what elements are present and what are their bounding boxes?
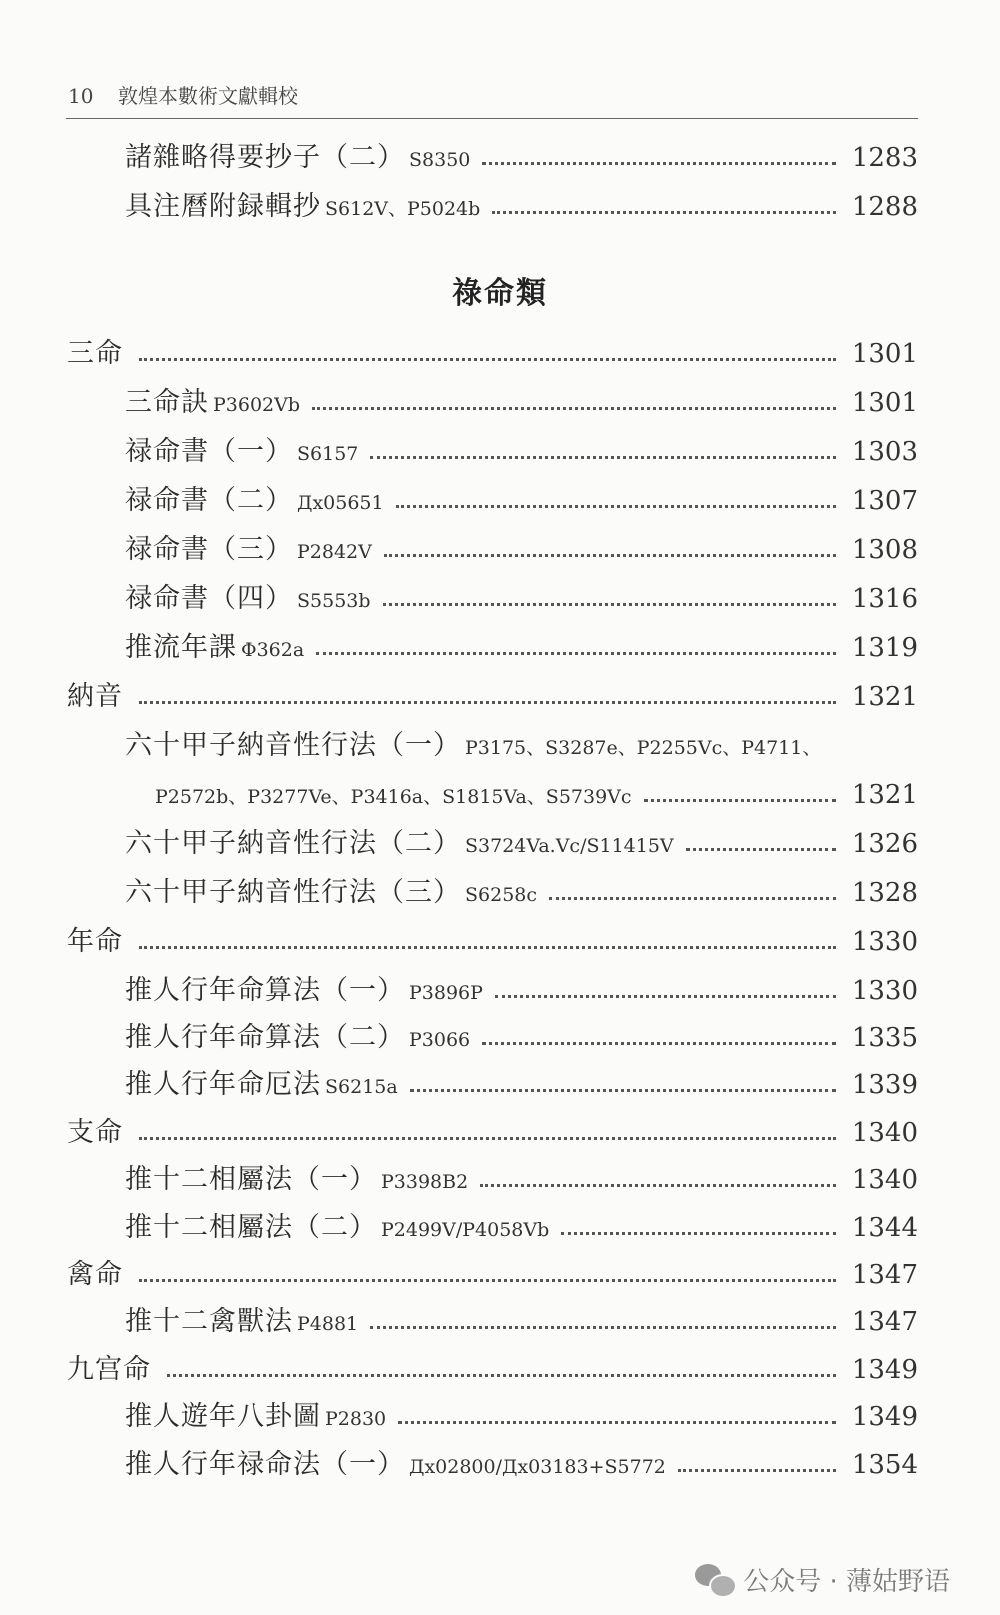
toc-page-number: 1319 — [851, 633, 918, 663]
toc-category-row — [67, 1255, 918, 1295]
toc-page-number: 1301 — [851, 388, 918, 418]
dot-leader — [312, 405, 836, 410]
page-number: 10 — [68, 84, 94, 108]
watermark — [695, 1557, 950, 1601]
toc-manuscript-ids: S6258c — [465, 884, 538, 906]
toc-page-number: 1330 — [851, 927, 918, 957]
toc-page-number: 1321 — [851, 682, 918, 712]
toc-entry-title: 禄命書（一） — [125, 436, 293, 467]
toc-entry-row — [125, 971, 918, 1011]
toc-entry-row — [125, 1160, 918, 1200]
toc-entry-title: 具注曆附録輯抄 — [125, 191, 321, 222]
toc-entry-title: 支命 — [67, 1117, 123, 1148]
toc-page-number: 1321 — [851, 780, 918, 810]
toc-manuscript-ids: S8350 — [409, 149, 471, 171]
toc-manuscript-ids: P3398B2 — [381, 1171, 469, 1193]
toc-entry-row — [125, 873, 918, 913]
dot-leader — [370, 1324, 836, 1329]
toc-entry-row — [125, 481, 918, 521]
toc-page-number: 1349 — [851, 1402, 918, 1432]
toc-page-number: 1307 — [851, 486, 918, 516]
toc-manuscript-ids: P4881 — [297, 1313, 359, 1335]
dot-leader — [384, 552, 836, 557]
dot-leader — [482, 1040, 836, 1045]
dot-leader — [549, 895, 836, 900]
toc-entry-row — [125, 1445, 918, 1485]
dot-leader — [398, 1419, 836, 1424]
toc-entry-title: 納音 — [67, 681, 123, 712]
toc-manuscript-ids: Дх05651 — [297, 492, 384, 514]
toc-entry-title: 六十甲子納音性行法（二） — [125, 828, 461, 859]
dot-leader — [139, 699, 836, 704]
toc-entry-row — [125, 138, 918, 178]
toc-entry-title: 禄命書（三） — [125, 534, 293, 565]
toc-page-number: 1316 — [851, 584, 918, 614]
toc-entry-title: 推十二相屬法（二） — [125, 1212, 377, 1243]
toc-entry-title: 六十甲子納音性行法（一） — [125, 730, 461, 761]
dot-leader — [492, 209, 836, 214]
toc-entry-row — [125, 1018, 918, 1058]
toc-page-number: 1326 — [851, 829, 918, 859]
toc-entry-row — [125, 824, 918, 864]
toc-page-number: 1344 — [851, 1213, 918, 1243]
toc-page-number: 1354 — [851, 1450, 918, 1480]
toc-entry-row — [125, 1397, 918, 1437]
toc-entry-row — [125, 383, 918, 423]
toc-category-row — [67, 1113, 918, 1153]
toc-category-row — [67, 1350, 918, 1390]
watermark-text: 公众号 · 薄姑野语 — [743, 1566, 950, 1597]
dot-leader — [410, 1087, 836, 1092]
dot-leader — [316, 650, 836, 655]
toc-category-row — [67, 334, 918, 374]
toc-entry-row — [125, 579, 918, 619]
toc-manuscript-ids: Дх02800/Дх03183+S5772 — [409, 1456, 666, 1478]
toc-entry-title: 諸雜略得要抄子（二） — [125, 142, 405, 173]
dot-leader — [644, 797, 836, 802]
toc-page-number: 1301 — [851, 339, 918, 369]
dot-leader — [139, 356, 836, 361]
toc-entry-title: 推人遊年八卦圖 — [125, 1401, 321, 1432]
toc-entry-title: 推人行年命厄法 — [125, 1069, 321, 1100]
header-rule — [66, 118, 918, 119]
toc-entry-title: 三命 — [67, 338, 123, 369]
toc-manuscript-ids: P3602Vb — [213, 394, 301, 416]
toc-entry-title: 年命 — [67, 926, 123, 957]
dot-leader — [370, 454, 836, 459]
book-title: 敦煌本數術文獻輯校 — [118, 84, 298, 108]
dot-leader — [383, 601, 836, 606]
toc-entry-title: 推人行年禄命法（一） — [125, 1449, 405, 1480]
toc-page-number: 1347 — [851, 1260, 918, 1290]
running-header — [68, 80, 918, 109]
toc-category-row — [67, 677, 918, 717]
dot-leader — [139, 944, 836, 949]
toc-entry-row — [125, 1302, 918, 1342]
toc-entry-title: 六十甲子納音性行法（三） — [125, 877, 461, 908]
toc-manuscript-ids: S6215a — [325, 1076, 398, 1098]
toc-manuscript-ids: S6157 — [297, 443, 359, 465]
toc-page-number: 1340 — [851, 1118, 918, 1148]
toc-manuscript-ids: P2572b、P3277Ve、P3416a、S1815Va、S5739Vc — [155, 786, 632, 808]
toc-entry-title: 推人行年命算法（一） — [125, 975, 405, 1006]
toc-page-number: 1347 — [851, 1307, 918, 1337]
toc-entry-row — [125, 628, 918, 668]
toc-page-number: 1288 — [851, 192, 918, 222]
toc-entry-title: 禽命 — [67, 1259, 123, 1290]
toc-page-number: 1340 — [851, 1165, 918, 1195]
toc-page-number: 1283 — [851, 143, 918, 173]
toc-entry-title: 推流年課 — [125, 632, 237, 663]
toc-entry-title: 三命訣 — [125, 387, 209, 418]
toc-manuscript-ids: P3066 — [409, 1029, 471, 1051]
toc-entry-title: 推人行年命算法（二） — [125, 1022, 405, 1053]
dot-leader — [139, 1135, 836, 1140]
toc-manuscript-ids: S5553b — [297, 590, 371, 612]
toc-page-number: 1335 — [851, 1023, 918, 1053]
toc-manuscript-ids: P2499V/P4058Vb — [381, 1219, 550, 1241]
toc-manuscript-ids: P3896P — [409, 982, 483, 1004]
toc-manuscript-ids: S3724Va.Vc/S11415V — [465, 835, 674, 857]
toc-page-number: 1328 — [851, 878, 918, 908]
toc-manuscript-ids: P2830 — [325, 1408, 387, 1430]
toc-page-number: 1349 — [851, 1355, 918, 1385]
toc-entry-row — [125, 432, 918, 472]
dot-leader — [678, 1467, 836, 1472]
toc-page-number: 1303 — [851, 437, 918, 467]
toc-manuscript-ids: P2842V — [297, 541, 372, 563]
dot-leader — [561, 1230, 836, 1235]
toc-entry-title: 禄命書（四） — [125, 583, 293, 614]
toc-manuscript-ids: Φ362a — [241, 639, 305, 661]
toc-entry-row — [125, 1208, 918, 1248]
toc-page-number: 1308 — [851, 535, 918, 565]
toc-entry-title: 推十二禽獸法 — [125, 1306, 293, 1337]
toc-entry-title: 推十二相屬法（一） — [125, 1164, 377, 1195]
section-title: 祿命類 — [452, 276, 548, 311]
toc-category-row — [67, 922, 918, 962]
toc-manuscript-ids: P3175、S3287e、P2255Vc、P4711、 — [465, 737, 822, 759]
dot-leader — [139, 1277, 836, 1282]
dot-leader — [495, 993, 836, 998]
toc-page-number: 1339 — [851, 1070, 918, 1100]
dot-leader — [396, 503, 836, 508]
toc-entry-title: 九宫命 — [67, 1354, 151, 1385]
dot-leader — [480, 1182, 836, 1187]
dot-leader — [686, 846, 836, 851]
toc-entry-row — [125, 530, 918, 570]
toc-manuscript-ids: S612V、P5024b — [325, 198, 481, 220]
toc-entry-row — [125, 726, 918, 766]
toc-entry-row — [125, 187, 918, 227]
toc-page-number: 1330 — [851, 976, 918, 1006]
dot-leader — [482, 160, 836, 165]
toc-entry-row — [125, 1065, 918, 1105]
wechat-logo-icon — [695, 1562, 735, 1596]
toc-entry-title: 禄命書（二） — [125, 485, 293, 516]
toc-entry-row — [155, 775, 918, 815]
dot-leader — [167, 1372, 836, 1377]
